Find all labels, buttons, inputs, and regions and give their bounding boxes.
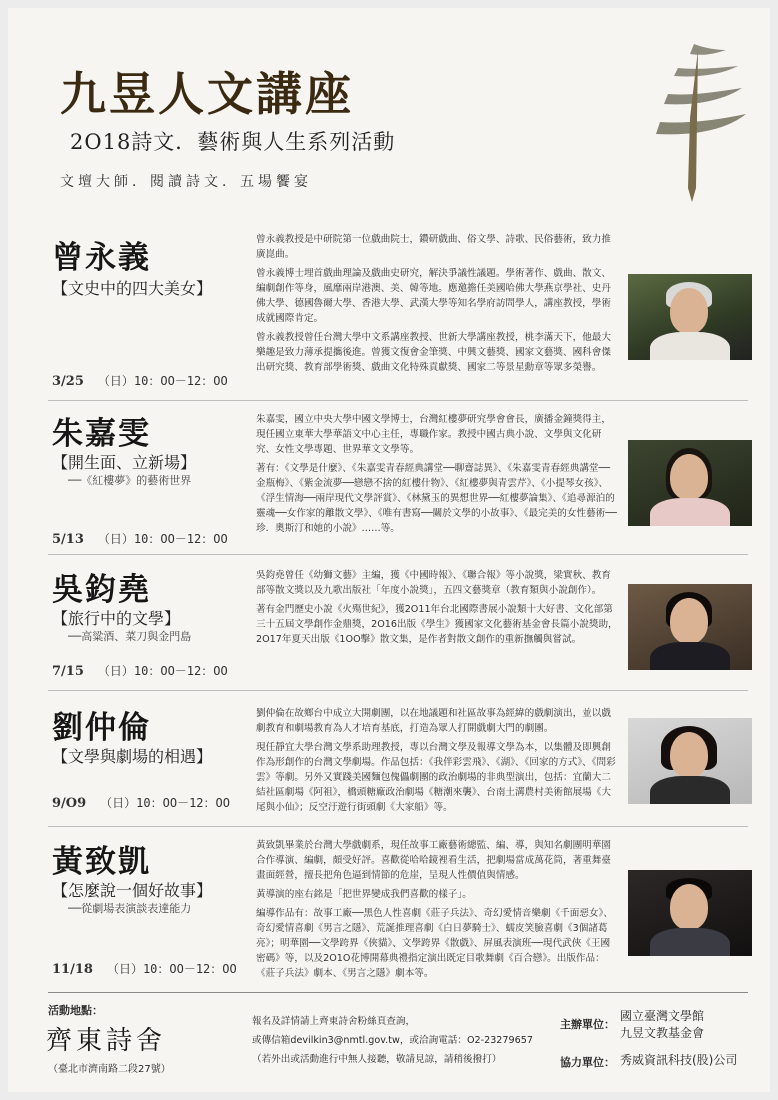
- speaker-photo: [628, 870, 752, 956]
- date-day: 5/13: [52, 532, 84, 547]
- bio-paragraph: 著有：《文學是什麼》、《朱嘉雯青春經典講堂──聊齋誌異》、《朱嘉雯青春經典講堂──金瓶梅》、《紫金流夢──戀戀不捨的紅樓什物》、《紅樓夢與青雲芹》、《小提琴女孩》、《浮生情海──兩岸現代文學評賞》、《林黛玉的異想世界──紅樓夢論集》、《追尋源泊的靈魂──女作家的離散文學》、《唯有書寫──關於文學的小故事》、《最完美的女性藝術──珍．奧斯汀和她的小說》……等。: [256, 463, 617, 534]
- bio-paragraph: 黃致凱畢業於台灣大學戲劇系，現任故事工廠藝術總監、編、導，與知名劇團明華園合作導演、編劇，頗受好評。喜歡從哈哈鏡裡看生活，把劇場當成萬花筒，著重舞臺畫面經營，擅長把角色逼到情節的危崖，呈現人性價值與情感。: [256, 840, 611, 881]
- topic-title: 【文學與劇場的相遇】: [52, 747, 213, 766]
- venue-address: （臺北市濟南路二段27號）: [48, 1064, 171, 1075]
- contact-line: （若外出或活動進行中無人接聽，敬請見諒，請稍後撥打）: [252, 1054, 502, 1065]
- speaker-name: 朱嘉雯: [52, 416, 151, 452]
- divider: [48, 400, 748, 401]
- date-time: （日）10：OO－12：OO: [97, 664, 228, 678]
- host-list: [620, 1008, 704, 1042]
- footer: [8, 998, 770, 1088]
- partner-label: 協力單位：: [560, 1056, 615, 1069]
- speaker-bio: [256, 706, 618, 819]
- date-day: 3/25: [52, 374, 84, 389]
- partner-org: 秀威資訊科技(股)公司: [620, 1053, 738, 1067]
- topic-subtitle: ──《紅樓夢》的藝術世界: [68, 474, 192, 487]
- page-title: 九昱人文講座: [60, 67, 354, 121]
- date-time: （日）10：OO－12：OO: [97, 374, 228, 388]
- session-date: [52, 960, 237, 977]
- date-time: （日）10：OO－12：OO: [106, 962, 237, 976]
- bio-paragraph: 朱嘉雯，國立中央大學中國文學博士，台灣紅樓夢研究學會會長，廣播金鐘獎得主，現任國立東華大學華語文中心主任，專職作家。教授中國古典小說、文學與文化研究、女性文學專題、世界華文文學等。: [256, 414, 611, 455]
- host-org: 國立臺灣文學館: [620, 1009, 705, 1023]
- session-2: [8, 404, 770, 554]
- topic-title: 【旅行中的文學】: [52, 609, 181, 628]
- speaker-name: 曾永義: [52, 240, 151, 276]
- speaker-bio: [256, 412, 618, 540]
- speaker-name: 黃致凱: [52, 844, 151, 880]
- host-label: 主辦單位：: [560, 1018, 615, 1031]
- session-date: [52, 794, 230, 811]
- bio-paragraph: 曾永義博士埋首戲曲理論及戲曲史研究，解決爭議性議題。學術著作、戲曲、散文、編劇創作等身，風靡兩岸港澳、美、韓等地。應邀擔任美國哈佛大學燕京學社、史丹佛大學、德國魯爾大學、香港大學、武漢大學等知名學府訪問學人，講座教授，學術成就國際肯定。: [256, 268, 611, 324]
- date-time: （日）10：OO－12：OO: [100, 796, 230, 810]
- topic-title: 【文史中的四大美女】: [52, 279, 213, 298]
- speaker-bio: [256, 232, 618, 379]
- bio-paragraph: 編導作品有：故事工廠──黑色人性喜劇《莊子兵法》、奇幻愛情音樂劇《千面惡女》、奇幻愛情喜劇《男言之隱》、荒誕推理喜劇《白日夢騎士》、蠕皮笑臉喜劇《3個諸葛亮》；明華園──文學跨界《俠貓》、文學跨界《散戲》、屏風表演班──現代武俠《王國密碼》等，以及2O1O花博開幕典禮指定演出既定目歌舞劇《百合戀》。出版作品：《莊子兵法》劇本、《男言之隱》劇本等。: [256, 908, 613, 979]
- bio-paragraph: 曾永義教授曾任台灣大學中文系講座教授、世新大學講座教授，桃李滿天下，他最大樂趣是致力薄承提攜後進。曾獲文復會金筆獎、中興文藝獎、國家文藝獎、國科會傑出研究獎、教育部學術獎、戲曲文化特殊貢獻獎、國家二等景星勳章等眾多榮譽。: [256, 332, 611, 373]
- topic-title: 【怎麼說一個好故事】: [52, 881, 213, 900]
- speaker-photo: [628, 584, 752, 670]
- divider: [48, 554, 748, 555]
- tagline: 文壇大師．閱讀詩文．五場饗宴: [60, 174, 312, 190]
- speaker-bio: [256, 838, 618, 985]
- date-time: （日）10：OO－12：OO: [97, 532, 228, 546]
- venue-name: 齊東詩舍: [46, 1026, 167, 1056]
- session-1: [8, 226, 770, 402]
- host-org: 九昱文教基金會: [620, 1026, 705, 1040]
- contact-info: [252, 1012, 552, 1069]
- session-3: [8, 560, 770, 698]
- speaker-name: 吳鈞堯: [52, 572, 151, 608]
- session-date: [52, 662, 228, 679]
- session-5: [8, 832, 770, 992]
- pine-tree-logo: [638, 38, 748, 208]
- session-4: [8, 696, 770, 826]
- venue-label: 活動地點：: [48, 1004, 103, 1017]
- topic-subtitle: ──從劇場表演談表達能力: [68, 902, 192, 915]
- speaker-photo: [628, 440, 752, 526]
- speaker-bio: [256, 568, 618, 651]
- poster: [8, 8, 770, 1092]
- bio-paragraph: 吳鈞堯曾任《幼獅文藝》主編，獲《中國時報》、《聯合報》等小說獎，梁實秋、教育部等散文獎以及九歌出版社「年度小說獎」，五四文藝獎章（教育類與小說創作）。: [256, 570, 611, 596]
- topic-title: 【開生面、立新場】: [52, 453, 197, 472]
- bio-paragraph: 現任靜宜大學台灣文學系助理教授，專以台灣文學及報導文學為本，以集體及即興創作為形創作的台灣文學劇場。作品包括：《我伴彩雲飛》、《湖》、《回家的方式》、《問彩雲》等劇。另外又實踐美國麵包傀儡劇團的政治劇場的非典型演出，包括：宜蘭大二結社區劇場《阿祖》，橋頭糖廠政治劇場《糖潮來襲》、台南土溝農村美術館展場《大尾與小仙》；反空汙遊行街頭劇《大家船》等。: [256, 742, 616, 813]
- bio-paragraph: 著有金門歷史小說《火殤世紀》，獲2O11年台北國際書展小說類十大好書、文化部第三十五屆文學創作金鼎獎，2O16出版《學生》獲國家文化藝術基金會長篇小說獎助，2O17年夏天出版《1OO擊》散文集，是作者對散文創作的重新撫觸與嘗試。: [256, 604, 618, 645]
- divider: [48, 826, 748, 827]
- speaker-photo: [628, 718, 752, 804]
- bio-paragraph: 黃導演的座右銘是「把世界變成我們喜歡的樣子」。: [256, 889, 472, 900]
- date-day: 11/18: [52, 962, 93, 977]
- speaker-name: 劉仲倫: [52, 710, 151, 746]
- contact-line: 或傳信箱devilkin3@nmtl.gov.tw，或洽詢電話：O2-23279657: [252, 1035, 533, 1046]
- date-day: 7/15: [52, 664, 84, 679]
- date-day: 9/O9: [52, 796, 87, 811]
- contact-line: 報名及詳情請上齊東詩舍粉絲頁查詢，: [252, 1016, 416, 1027]
- bio-paragraph: 劉仲倫在故鄉台中成立大開劇團，以在地議題和社區故事為經緯的戲劇演出，並以戲劇教育和劇場教育為人才培育基底，打造為眾人打開戲劇大門的劇團。: [256, 708, 611, 734]
- divider: [48, 690, 748, 691]
- divider: [48, 992, 748, 993]
- session-date: [52, 530, 228, 547]
- topic-subtitle: ──高粱酒、菜刀與金門島: [68, 630, 192, 643]
- page-subtitle: 2O18詩文．藝術與人生系列活動: [70, 130, 396, 154]
- session-date: [52, 372, 228, 389]
- speaker-photo: [628, 274, 752, 360]
- bio-paragraph: 曾永義教授是中研院第一位戲曲院士，鑽研戲曲、俗文學、詩歌、民俗藝術，致力推廣崑曲。: [256, 234, 611, 260]
